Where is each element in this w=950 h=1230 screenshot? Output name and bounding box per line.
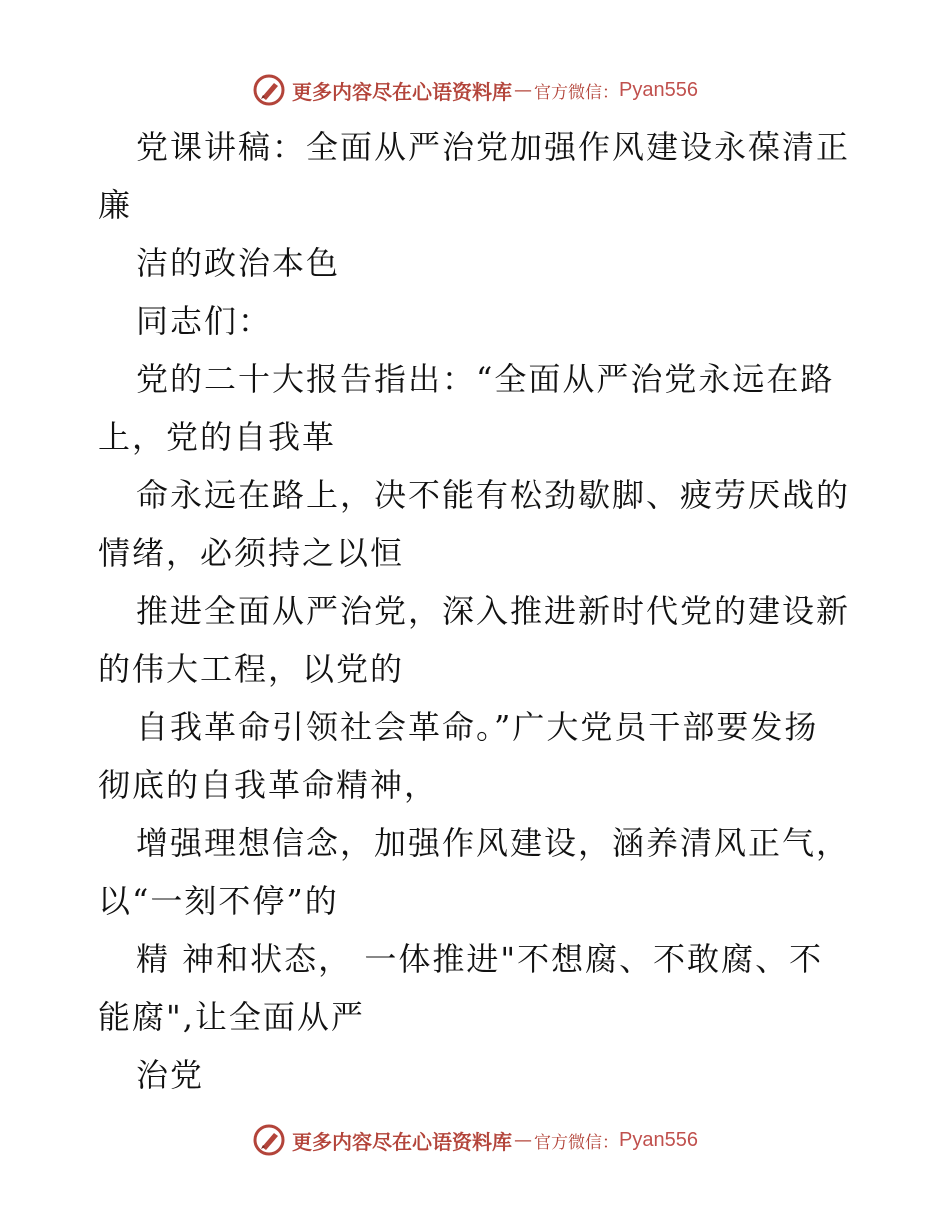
document-body (98, 118, 868, 1104)
title-line-2: 廉 (98, 186, 133, 224)
watermark-label: 官方微信： (534, 1132, 620, 1153)
paragraph-line: 的伟大工程，以党的 (98, 650, 405, 688)
paragraph-line: 增强理想信念，加强作风建设，涵养清风正气， (136, 824, 851, 862)
watermark-dash: — (514, 79, 533, 101)
header-watermark (0, 70, 950, 110)
pen-logo-icon (252, 73, 286, 107)
paragraph-line: 情绪，必须持之以恒 (98, 534, 405, 572)
watermark-id: Pyan556 (619, 1128, 698, 1151)
watermark-text: 更多内容尽在心语资料库 (292, 79, 513, 104)
watermark-id: Pyan556 (619, 78, 698, 101)
watermark-dash: — (514, 1129, 533, 1151)
paragraph-line: 推进全面从严治党，深入推进新时代党的建设新 (136, 592, 851, 630)
paragraph-line: 彻底的自我革命精神， (98, 766, 439, 804)
title-line-3: 洁的政治本色 (136, 244, 341, 282)
paragraph-line: 能腐",让全面从严 (98, 998, 365, 1036)
watermark-text: 更多内容尽在心语资料库 (292, 1129, 513, 1154)
watermark-label: 官方微信： (534, 82, 620, 103)
pen-logo-icon (252, 1123, 286, 1157)
paragraph-line: 上，党的自我革 (98, 418, 337, 456)
paragraph-line: 党的二十大报告指出：“全面从严治党永远在路 (136, 360, 835, 398)
paragraph-line: 精 神和状态， 一体推进"不想腐、不敢腐、不 (136, 940, 824, 978)
footer-watermark (0, 1120, 950, 1160)
title-line-1: 党课讲稿：全面从严治党加强作风建设永葆清正 (136, 128, 851, 166)
paragraph-line: 治党 (136, 1056, 205, 1094)
paragraph-line: 命永远在路上，决不能有松劲歇脚、疲劳厌战的 (136, 476, 851, 514)
salutation: 同志们： (136, 302, 273, 340)
paragraph-line: 自我革命引领社会革命。”广大党员干部要发扬 (136, 708, 819, 746)
paragraph-line: 以“一刻不停”的 (98, 882, 339, 920)
